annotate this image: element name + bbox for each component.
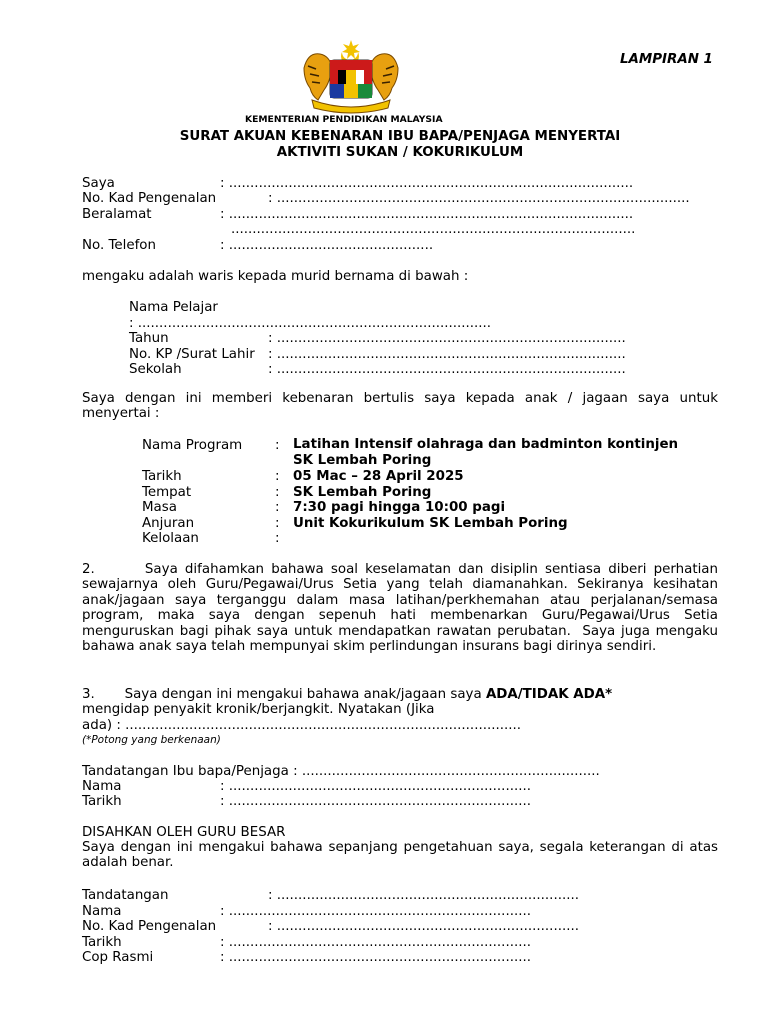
address-label: Beralamat [82,207,152,222]
illness-details-field[interactable]: ada) : ............................................................................................. [82,718,522,733]
program-date-label: Tarikh [142,469,182,484]
student-ic-label: No. KP /Surat Lahir [129,347,255,362]
malaysia-coat-of-arms-icon [298,38,404,114]
program-place-value: SK Lembah Poring [293,485,432,500]
document-title-line1: SURAT AKUAN KEBENARAN IBU BAPA/PENJAGA MENYERTAI [179,129,621,144]
parent-name-field[interactable]: : ....................................................................... [220,779,531,794]
strike-out-note: (*Potong yang berkenaan) [82,734,221,746]
program-time-value: 7:30 pagi hingga 10:00 pagi [293,500,506,515]
student-school-label: Sekolah [129,362,182,377]
parent-date-label: Tarikh [82,794,122,809]
program-colon: : [275,469,280,484]
ministry-name: KEMENTERIAN PENDIDIKAN MALAYSIA [245,114,443,125]
student-name-label: Nama Pelajar [129,300,218,315]
safety-paragraph: 2. Saya difahamkan bahawa soal keselamatan dan disiplin sentiasa diberi perhatian sewajarnya oleh Guru/Pegawai/Urus Setia yang telah diamanahkan. Sekiranya kesihatan anak/jagaan saya terganggu dalam masa latihan/perkhemahan atau perjalanan/semasa program, maka saya dengan sepenuh hati membenarkan Guru/Pegawai/Urus Setia menguruskan bagi pihak saya untuk mendapatkan rawatan perubatan. Saya juga mengaku bahawa anak saya telah mempunyai skim perlindungan insurans bagi dirinya sendiri. [82,562,723,655]
parent-ic-field[interactable]: : ................................................................................................. [268,191,690,206]
program-colon: : [275,516,280,531]
program-colon: : [275,531,280,546]
official-stamp-field[interactable]: : ....................................................................... [220,950,531,965]
program-organizer-value: Unit Kokurikulum SK Lembah Poring [293,516,568,531]
program-name-value-1: Latihan Intensif olahraga dan badminton kontinjen [293,437,679,452]
headmaster-date-label: Tarikh [82,935,122,950]
headmaster-name-label: Nama [82,904,122,919]
program-colon: : [275,485,280,500]
program-date-value: 05 Mac – 28 April 2025 [293,469,464,484]
parent-date-field[interactable]: : ....................................................................... [220,794,531,809]
headmaster-ic-field[interactable]: : ....................................................................... [268,919,579,934]
program-colon: : [275,500,280,515]
phone-field[interactable]: : ................................................ [220,238,434,253]
address-field-2[interactable]: ............................................................................................... [231,222,636,237]
appendix-label: LAMPIRAN 1 [620,52,713,67]
student-ic-field[interactable]: : .................................................................................. [268,347,626,362]
student-year-label: Tahun [129,331,169,346]
student-school-field[interactable]: : .................................................................................. [268,362,626,377]
headmaster-heading: DISAHKAN OLEH GURU BESAR [82,825,286,840]
declaration-line: mengaku adalah waris kepada murid bernama di bawah : [82,269,469,284]
student-year-field[interactable]: : .................................................................................. [268,331,626,346]
program-managed-label: Kelolaan [142,531,199,546]
phone-label: No. Telefon [82,238,156,253]
headmaster-statement: Saya dengan ini mengakui bahawa sepanjang pengetahuan saya, segala keterangan di atas adalah benar. [82,840,718,871]
saya-label: Saya [82,176,115,191]
document-title-line2: AKTIVITI SUKAN / KOKURIKULUM [276,145,524,160]
program-time-label: Masa [142,500,177,515]
headmaster-sign-field[interactable]: : ....................................................................... [268,888,579,903]
illness-declaration-line1 [82,687,612,702]
program-name-label: Nama Program [142,438,243,453]
address-field-1[interactable]: : ............................................................................................... [220,207,634,222]
permission-paragraph: Saya dengan ini memberi kebenaran bertulis saya kepada anak / jagaan saya untuk menyertai : [82,391,718,422]
headmaster-ic-label: No. Kad Pengenalan [82,919,217,934]
program-place-label: Tempat [142,485,192,500]
program-name-value-2: SK Lembah Poring [293,453,432,468]
saya-field[interactable]: : ............................................................................................... [220,176,634,191]
headmaster-sign-label: Tandatangan [82,888,169,903]
illness-declaration-line2: mengidap penyakit kronik/berjangkit. Nyatakan (Jika [82,702,435,717]
parent-signature-field[interactable]: Tandatangan Ibu bapa/Penjaga : ...................................................................... [82,764,600,779]
headmaster-date-field[interactable]: : ....................................................................... [220,935,531,950]
ada-tidak-ada-option[interactable]: ADA/TIDAK ADA* [485,687,613,702]
parent-ic-label: No. Kad Pengenalan [82,191,217,206]
student-name-field[interactable]: : ................................................................................... [129,316,492,331]
illness-declaration-text: 3. Saya dengan ini mengakui bahawa anak/jagaan saya [82,687,486,702]
official-stamp-label: Cop Rasmi [82,950,154,965]
parent-name-label: Nama [82,779,122,794]
headmaster-name-field[interactable]: : ....................................................................... [220,904,531,919]
program-organizer-label: Anjuran [142,516,195,531]
program-colon: : [275,438,280,453]
